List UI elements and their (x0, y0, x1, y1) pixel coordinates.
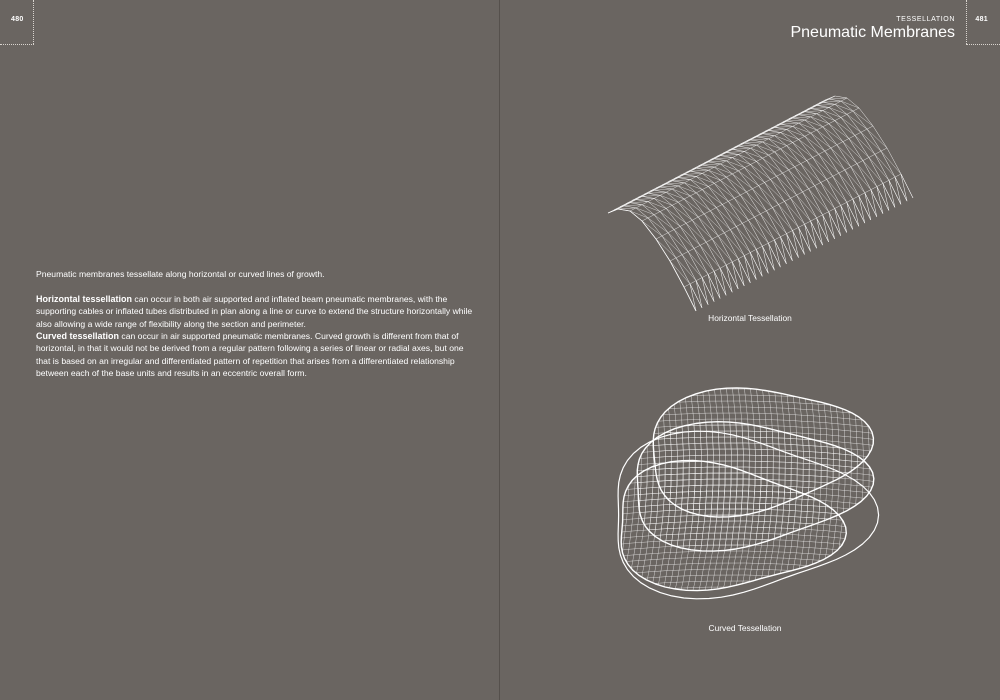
header-rule-vertical-right (966, 0, 967, 44)
curved-text: can occur in air supported pneumatic membranes. Curved growth is different from that of horizontal, in that it would not be derived from a regular pattern following a series of linear or radial axes, but one that is based on an irregular and differentiated pattern of repetition that arises from a differentiated relationship between each of the base units and results in an eccentric overall form. (36, 331, 464, 379)
page-title: Pneumatic Membranes (790, 24, 955, 41)
horizontal-lead: Horizontal tessellation (36, 293, 133, 304)
section-label: TESSELLATION (896, 16, 955, 23)
curved-tessellation-wireframe-icon (603, 365, 888, 600)
curved-paragraph (36, 330, 476, 380)
page-number-right: 481 (975, 16, 988, 23)
header-rule-horizontal-left (0, 44, 34, 45)
horizontal-paragraph (36, 293, 476, 330)
body-text (36, 268, 476, 380)
page-number-left: 480 (11, 16, 24, 23)
caption-horizontal: Horizontal Tessellation (708, 313, 792, 323)
horizontal-text: can occur in both air supported and inflated beam pneumatic membranes, with the supporting cables or inflated tubes distributed in plan along a line or curve to extend the structure horizontally while also allowing a wide range of flexibility along the section and perimeter. (36, 293, 473, 329)
intro-paragraph: Pneumatic membranes tessellate along horizontal or curved lines of growth. (36, 269, 325, 279)
horizontal-tessellation-wireframe-icon (600, 95, 890, 275)
header-rule-vertical-left (33, 0, 34, 44)
header-rule-horizontal-right (966, 44, 1000, 45)
curved-lead: Curved tessellation (36, 331, 120, 342)
caption-curved: Curved Tessellation (708, 623, 782, 633)
